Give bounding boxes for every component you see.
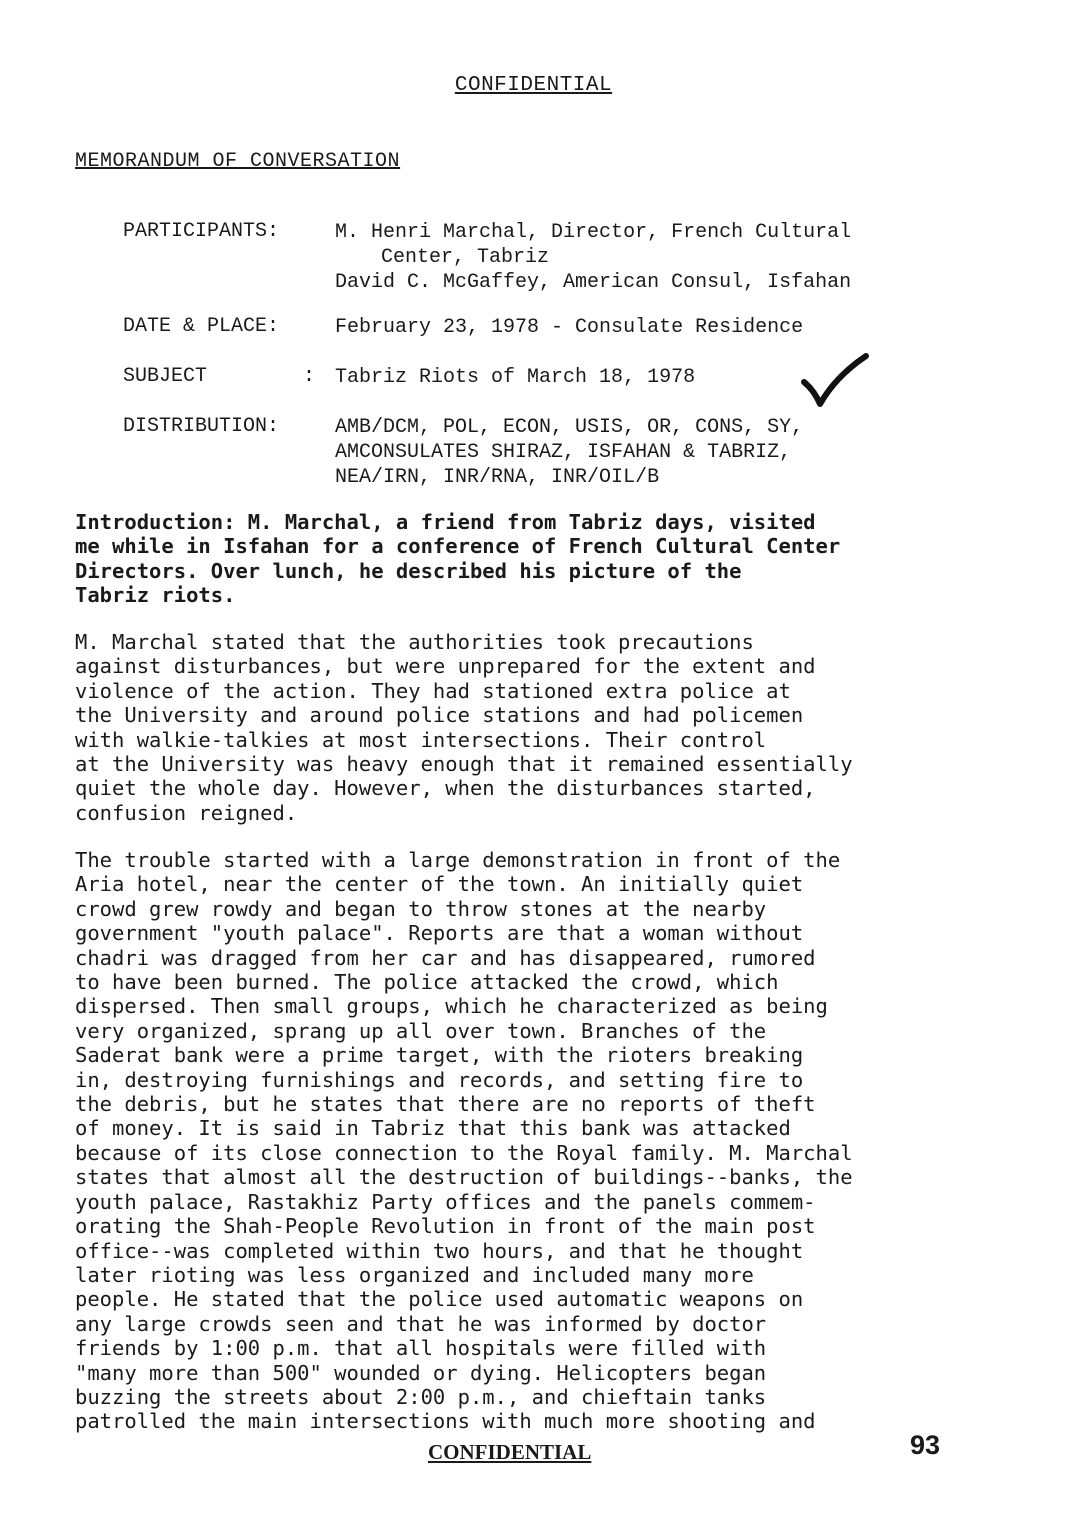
participant-line: David C. McGaffey, American Consul, Isfahan <box>335 271 852 294</box>
header-classification: CONFIDENTIAL <box>454 74 613 97</box>
page-number: 93 <box>910 1430 941 1460</box>
subject-separator: : <box>303 365 316 388</box>
memo-title: MEMORANDUM OF CONVERSATION <box>75 150 401 173</box>
distribution-field <box>75 392 803 513</box>
date-place-label: DATE & PLACE: <box>123 315 280 338</box>
body-paragraph-1: M. Marchal stated that the authorities took precautions against disturbances, but were unprepared for the extent and violence of the action. They had stationed extra police at the University and around police stations and had policemen with walkie-talkies at most intersections. Their control at the University was heavy enough that it remained essentially quiet the whole day. However, when the disturbances started, confusion reigned. <box>75 630 853 825</box>
intro-paragraph: Introduction: M. Marchal, a friend from Tabriz days, visited me while in Isfahan for a conference of French Cultural Center Directors. Over lunch, he described his picture of the Tabriz riots. <box>75 510 841 608</box>
date-place-value: February 23, 1978 - Consulate Residence <box>335 316 804 339</box>
distribution-line: AMCONSULATES SHIRAZ, ISFAHAN & TABRIZ, <box>335 441 792 464</box>
distribution-value <box>335 415 803 490</box>
participants-label: PARTICIPANTS: <box>123 220 280 243</box>
distribution-line: AMB/DCM, POL, ECON, USIS, OR, CONS, SY, <box>335 416 804 439</box>
body-paragraph-2: The trouble started with a large demonstration in front of the Aria hotel, near the center of the town. An initially quiet crowd grew rowdy and began to throw stones at the nearby government "youth palace". Reports are that a woman without chadri was dragged from her car and has disappeared, rumored to have been burned. The police attacked the crowd, which dispersed. Then small groups, which he characterized as being very organized, sprang up all over town. Branches of the Saderat bank were a prime target, with the rioters breaking in, destroying furnishings and records, and setting fire to the debris, but he states that there are no reports of theft of money. It is said in Tabriz that this bank was attacked because of its close connection to the Royal family. M. Marchal states that almost all the destruction of buildings--banks, the youth palace, Rastakhiz Party offices and the panels commem- orating the Shah-People Revolution in front of the main post office--was completed within two hours, and that he thought later rioting was less organized and included many more people. He stated that the police used automatic weapons on any large crowds seen and that he was informed by doctor friends by 1:00 p.m. that all hospitals were filled with "many more than 500" wounded or dying. Helicopters began buzzing the streets about 2:00 p.m., and chieftain tanks patrolled the main intersections with much more shooting and <box>75 848 853 1434</box>
subject-value: Tabriz Riots of March 18, 1978 <box>335 366 696 389</box>
participant-line: M. Henri Marchal, Director, French Cultural <box>335 221 852 244</box>
footer-classification: CONFIDENTIAL <box>428 1440 592 1464</box>
participants-value <box>335 220 851 295</box>
subject-label: SUBJECT <box>123 365 208 388</box>
checkmark-icon <box>800 352 870 412</box>
participant-line: Center, Tabriz <box>381 246 550 269</box>
distribution-label: DISTRIBUTION: <box>123 415 280 438</box>
distribution-line: NEA/IRN, INR/RNA, INR/OIL/B <box>335 466 660 489</box>
